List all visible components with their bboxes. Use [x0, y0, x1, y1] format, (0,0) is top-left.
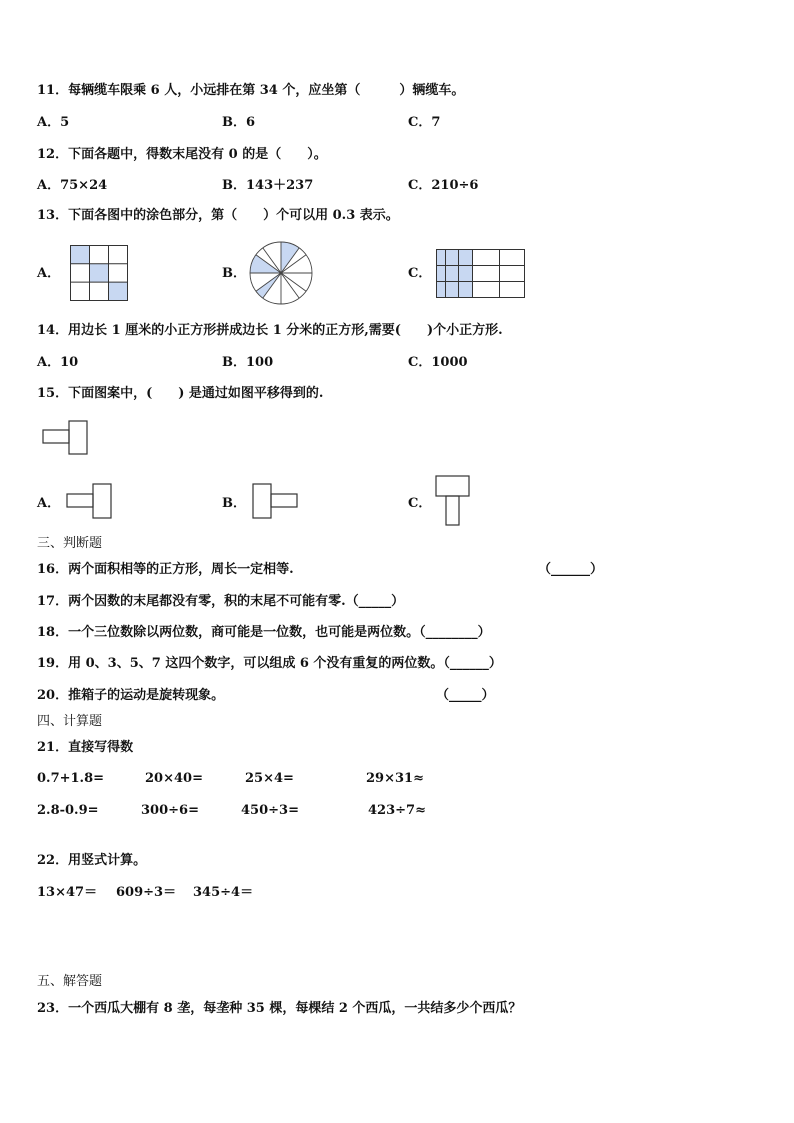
q15-stem: 15．下面图案中，( ) 是通过如图平移得到的.	[37, 386, 324, 401]
q13-option-a[interactable]: A．	[37, 266, 61, 281]
q13-stem: 13．下面各图中的涂色部分，第（ ）个可以用 0.3 表示。	[37, 208, 399, 223]
q15-option-a[interactable]: A．	[37, 496, 61, 511]
q14-option-b[interactable]: B．100	[222, 355, 274, 370]
q15-reference-shape	[42, 419, 92, 459]
q12-option-c[interactable]: C．210÷6	[408, 178, 479, 193]
q11-stem: 11．每辆缆车限乘 6 人，小远排在第 34 个，应坐第（ ）辆缆车。	[37, 83, 465, 98]
q20-answer-blank[interactable]: （_____）	[436, 688, 495, 703]
q12-option-a[interactable]: A．75×24	[37, 178, 108, 193]
section-3-title: 三、判断题	[37, 536, 103, 551]
q15-figure-a	[66, 482, 114, 522]
q15-option-b[interactable]: B．	[222, 496, 246, 511]
q21-item: 20×40=	[145, 771, 203, 786]
q22-title: 22．用竖式计算。	[37, 853, 147, 868]
q11-option-b[interactable]: B．6	[222, 115, 256, 130]
q15-option-c[interactable]: C．	[408, 496, 432, 511]
q23-text: 23．一个西瓜大棚有 8 垄，每垄种 35 棵，每棵结 2 个西瓜，一共结多少个西瓜？	[37, 1001, 522, 1016]
q14-stem: 14．用边长 1 厘米的小正方形拼成边长 1 分米的正方形,需要( )个小正方形.	[37, 323, 503, 338]
q16-text: 16．两个面积相等的正方形，周长一定相等.	[37, 562, 294, 577]
q11-option-a[interactable]: A．5	[37, 115, 70, 130]
q22-item: 609÷3＝	[116, 885, 177, 900]
q21-title: 21．直接写得数	[37, 740, 134, 755]
q13-figure-a-grid	[70, 245, 128, 301]
q15-figure-c	[435, 474, 475, 528]
q13-figure-b-circle	[248, 240, 314, 306]
q13-option-c[interactable]: C．	[408, 266, 432, 281]
q21-item: 25×4=	[245, 771, 294, 786]
q13-figure-c-bar	[436, 249, 526, 299]
q20-text: 20．推箱子的运动是旋转现象。	[37, 688, 225, 703]
q17-text: 17．两个因数的末尾都没有零，积的末尾不可能有零.（_____）	[37, 594, 405, 609]
q12-option-b[interactable]: B．143＋237	[222, 178, 314, 193]
q16-answer-blank[interactable]: （______）	[538, 562, 604, 577]
q12-stem: 12．下面各题中，得数末尾没有 0 的是（ ）。	[37, 147, 327, 162]
q13-option-b[interactable]: B．	[222, 266, 246, 281]
q21-item: 2.8-0.9=	[37, 803, 99, 818]
q15-figure-b	[252, 482, 300, 522]
section-4-title: 四、计算题	[37, 714, 103, 729]
q19-text: 19．用 0、3、5、7 这四个数字，可以组成 6 个没有重复的两位数。（______）	[37, 656, 502, 671]
section-5-title: 五、解答题	[37, 974, 103, 989]
q14-option-a[interactable]: A．10	[37, 355, 79, 370]
q21-item: 300÷6=	[141, 803, 199, 818]
q21-item: 423÷7≈	[368, 803, 426, 818]
q18-text: 18．一个三位数除以两位数，商可能是一位数，也可能是两位数。（________）	[37, 625, 491, 640]
q21-item: 450÷3=	[241, 803, 299, 818]
q22-item: 345÷4＝	[193, 885, 254, 900]
q14-option-c[interactable]: C．1000	[408, 355, 468, 370]
q22-item: 13×47＝	[37, 885, 98, 900]
q21-item: 29×31≈	[366, 771, 424, 786]
q21-item: 0.7+1.8=	[37, 771, 105, 786]
q11-option-c[interactable]: C．7	[408, 115, 441, 130]
